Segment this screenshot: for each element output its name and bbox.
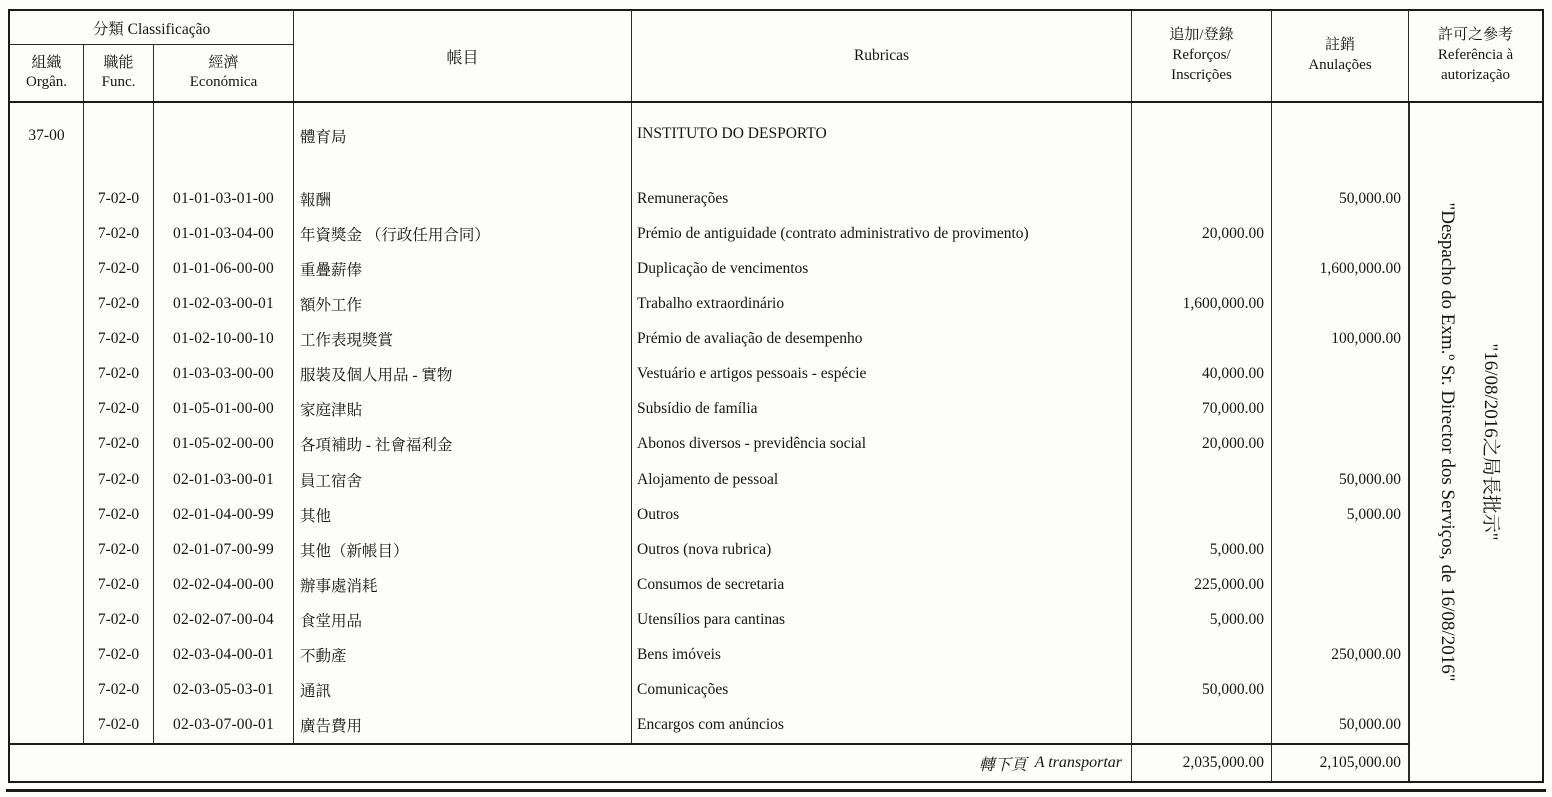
- table-row: [10, 497, 1409, 532]
- table-row: [10, 673, 1409, 708]
- account-name-cell: 服裝及個人用品 - 實物: [294, 357, 632, 392]
- rubric-name-cell: Subsídio de família: [632, 392, 1132, 427]
- organic-label-pt: Orgân.: [26, 74, 67, 90]
- column-header-reinforcements: [1132, 11, 1272, 101]
- reforcos-amount-cell: [1132, 638, 1272, 673]
- table-body: [10, 103, 1542, 781]
- carry-forward-label-zh: 轉下頁: [978, 756, 1027, 774]
- econ-code-cell: 02-02-04-00-00: [154, 567, 294, 602]
- econ-code-cell: 02-03-07-00-01: [154, 708, 294, 743]
- column-header-economic: [154, 45, 293, 101]
- anulacoes-amount-cell: [1272, 673, 1409, 708]
- authorization-reference-cell: [1409, 103, 1542, 781]
- anulacoes-amount-cell: [1272, 532, 1409, 567]
- func-code-cell: 7-02-0: [84, 567, 154, 602]
- economic-label-zh: 經濟: [208, 54, 239, 71]
- anulacoes-amount-cell: 100,000.00: [1272, 322, 1409, 357]
- account-name-cell: 不動產: [294, 638, 632, 673]
- reinforcements-label-pt2: Inscrições: [1171, 66, 1232, 83]
- anulacoes-amount-cell: 250,000.00: [1272, 638, 1409, 673]
- func-code-cell: 7-02-0: [84, 427, 154, 462]
- org-code-cell: 37-00: [10, 103, 84, 181]
- rubric-name-cell: Outros: [632, 497, 1132, 532]
- reinforcements-label-pt1: Reforços/: [1172, 47, 1231, 64]
- table-row: [10, 427, 1409, 462]
- account-name-cell: 報酬: [294, 181, 632, 216]
- reforcos-amount-cell: [1132, 181, 1272, 216]
- anulacoes-amount-cell: [1272, 216, 1409, 251]
- account-name-cell: 員工宿舍: [294, 462, 632, 497]
- econ-code-cell: 02-03-04-00-01: [154, 638, 294, 673]
- func-code-cell: 7-02-0: [84, 462, 154, 497]
- econ-code-cell: 02-01-04-00-99: [154, 497, 294, 532]
- authorization-text-zh: "16/08/2016之局長批示": [1480, 343, 1501, 541]
- reforcos-amount-cell: 5,000.00: [1132, 603, 1272, 638]
- account-name-cell: 辦事處消耗: [294, 567, 632, 602]
- institute-row: [10, 103, 1409, 181]
- account-name-cell: 其他（新帳目）: [294, 532, 632, 567]
- anulacoes-amount-cell: [1272, 286, 1409, 321]
- table-row: [10, 286, 1409, 321]
- table-row: [10, 567, 1409, 602]
- reforcos-total-cell: 2,035,000.00: [1132, 745, 1272, 781]
- anulacoes-amount-cell: 5,000.00: [1272, 497, 1409, 532]
- column-header-authorization-reference: [1409, 11, 1542, 101]
- account-name-cell: 通訊: [294, 673, 632, 708]
- reforcos-amount-cell: [1132, 251, 1272, 286]
- econ-code-cell: 02-01-07-00-99: [154, 532, 294, 567]
- func-code-cell: 7-02-0: [84, 673, 154, 708]
- organic-label-zh: 組織: [31, 54, 62, 71]
- classification-header-group: [10, 11, 294, 101]
- org-code-cell: [10, 532, 84, 567]
- func-code-cell: 7-02-0: [84, 251, 154, 286]
- org-code-cell: [10, 638, 84, 673]
- econ-code-cell: 01-05-02-00-00: [154, 427, 294, 462]
- table-row: [10, 357, 1409, 392]
- func-code-cell: 7-02-0: [84, 216, 154, 251]
- econ-code-cell: 01-02-10-00-10: [154, 322, 294, 357]
- anulacoes-amount-cell: [1272, 603, 1409, 638]
- account-name-cell: 重疊薪俸: [294, 251, 632, 286]
- anulacoes-amount-cell: 50,000.00: [1272, 708, 1409, 743]
- table-row: [10, 216, 1409, 251]
- org-code-cell: [10, 427, 84, 462]
- table-row: [10, 603, 1409, 638]
- institute-name-zh: 體育局: [294, 103, 632, 181]
- functional-label-zh: 職能: [103, 54, 134, 71]
- reforcos-cell: [1132, 103, 1272, 181]
- func-code-cell: [84, 103, 154, 181]
- column-header-cancellations: [1272, 11, 1409, 101]
- rubric-name-cell: Alojamento de pessoal: [632, 462, 1132, 497]
- account-name-cell: 其他: [294, 497, 632, 532]
- reforcos-amount-cell: 5,000.00: [1132, 532, 1272, 567]
- reference-label-zh: 許可之參考: [1437, 27, 1513, 44]
- rubric-name-cell: Prémio de avaliação de desempenho: [632, 322, 1132, 357]
- func-code-cell: 7-02-0: [84, 708, 154, 743]
- table-body-columns: [10, 103, 1409, 781]
- rubric-name-cell: Encargos com anúncios: [632, 708, 1132, 743]
- table-row: [10, 708, 1409, 743]
- reforcos-amount-cell: 40,000.00: [1132, 357, 1272, 392]
- carry-forward-label: [10, 745, 1132, 781]
- org-code-cell: [10, 708, 84, 743]
- anulacoes-amount-cell: 50,000.00: [1272, 462, 1409, 497]
- org-code-cell: [10, 462, 84, 497]
- econ-code-cell: 02-03-05-03-01: [154, 673, 294, 708]
- econ-code-cell: 01-02-03-00-01: [154, 286, 294, 321]
- func-code-cell: 7-02-0: [84, 638, 154, 673]
- reference-label-pt1: Referência à: [1437, 47, 1514, 64]
- cancellations-label-pt: Anulações: [1308, 57, 1372, 73]
- column-header-accounts: 帳目: [294, 11, 632, 101]
- reforcos-amount-cell: 70,000.00: [1132, 392, 1272, 427]
- account-name-cell: 工作表現獎賞: [294, 322, 632, 357]
- reinforcements-label-zh: 追加/登錄: [1169, 27, 1234, 44]
- rubric-name-cell: Prémio de antiguidade (contrato administrativo de provimento): [632, 216, 1132, 251]
- table-row: [10, 532, 1409, 567]
- func-code-cell: 7-02-0: [84, 322, 154, 357]
- account-name-cell: 年資獎金 （行政任用合同）: [294, 216, 632, 251]
- func-code-cell: 7-02-0: [84, 603, 154, 638]
- table-row: [10, 392, 1409, 427]
- column-header-functional: [84, 45, 154, 101]
- org-code-cell: [10, 181, 84, 216]
- reforcos-amount-cell: [1132, 462, 1272, 497]
- econ-code-cell: 01-05-01-00-00: [154, 392, 294, 427]
- func-code-cell: 7-02-0: [84, 392, 154, 427]
- bottom-double-rule: [6, 789, 1546, 792]
- econ-code-cell: [154, 103, 294, 181]
- account-name-cell: 額外工作: [294, 286, 632, 321]
- anulacoes-amount-cell: [1272, 567, 1409, 602]
- reforcos-amount-cell: 20,000.00: [1132, 427, 1272, 462]
- economic-label-pt: Económica: [189, 74, 258, 90]
- account-name-cell: 各項補助 - 社會福利金: [294, 427, 632, 462]
- rubric-name-cell: Trabalho extraordinário: [632, 286, 1132, 321]
- budget-amendment-table: [8, 9, 1544, 783]
- econ-code-cell: 01-03-03-00-00: [154, 357, 294, 392]
- rubric-name-cell: Outros (nova rubrica): [632, 532, 1132, 567]
- classification-subheaders: [10, 45, 293, 101]
- account-name-cell: 食堂用品: [294, 603, 632, 638]
- econ-code-cell: 02-01-03-00-01: [154, 462, 294, 497]
- func-code-cell: 7-02-0: [84, 357, 154, 392]
- func-code-cell: 7-02-0: [84, 286, 154, 321]
- rubric-name-cell: Utensílios para cantinas: [632, 603, 1132, 638]
- anulacoes-cell: [1272, 103, 1409, 181]
- rubric-name-cell: Bens imóveis: [632, 638, 1132, 673]
- anulacoes-amount-cell: [1272, 392, 1409, 427]
- table-row: [10, 638, 1409, 673]
- econ-code-cell: 01-01-06-00-00: [154, 251, 294, 286]
- anulacoes-amount-cell: 50,000.00: [1272, 181, 1409, 216]
- account-name-cell: 廣告費用: [294, 708, 632, 743]
- table-header: [10, 11, 1542, 103]
- column-header-rubricas: Rubricas: [632, 11, 1132, 101]
- table-row: [10, 181, 1409, 216]
- institute-name-pt: INSTITUTO DO DESPORTO: [632, 103, 1132, 181]
- org-code-cell: [10, 673, 84, 708]
- org-code-cell: [10, 567, 84, 602]
- rubric-name-cell: Duplicação de vencimentos: [632, 251, 1132, 286]
- rubric-name-cell: Comunicações: [632, 673, 1132, 708]
- org-code-cell: [10, 603, 84, 638]
- table-row: [10, 322, 1409, 357]
- reforcos-amount-cell: 20,000.00: [1132, 216, 1272, 251]
- table-row: [10, 462, 1409, 497]
- econ-code-cell: 01-01-03-04-00: [154, 216, 294, 251]
- body-rows: [10, 181, 1409, 743]
- reforcos-amount-cell: 1,600,000.00: [1132, 286, 1272, 321]
- rubric-name-cell: Consumos de secretaria: [632, 567, 1132, 602]
- reforcos-amount-cell: [1132, 322, 1272, 357]
- org-code-cell: [10, 322, 84, 357]
- reforcos-amount-cell: [1132, 497, 1272, 532]
- org-code-cell: [10, 216, 84, 251]
- econ-code-cell: 02-02-07-00-04: [154, 603, 294, 638]
- org-code-cell: [10, 497, 84, 532]
- anulacoes-amount-cell: 1,600,000.00: [1272, 251, 1409, 286]
- classification-header: 分類 Classificação: [10, 11, 293, 45]
- org-code-cell: [10, 251, 84, 286]
- org-code-cell: [10, 357, 84, 392]
- func-code-cell: 7-02-0: [84, 497, 154, 532]
- authorization-text-pt: "Despacho do Exm.º Sr. Director dos Serviços, de 16/08/2016": [1437, 202, 1458, 682]
- account-name-cell: 家庭津貼: [294, 392, 632, 427]
- anulacoes-total-cell: 2,105,000.00: [1272, 745, 1409, 781]
- functional-label-pt: Func.: [101, 74, 136, 90]
- table-row: [10, 251, 1409, 286]
- reforcos-amount-cell: [1132, 708, 1272, 743]
- anulacoes-amount-cell: [1272, 357, 1409, 392]
- func-code-cell: 7-02-0: [84, 181, 154, 216]
- reference-label-pt2: autorização: [1440, 66, 1511, 83]
- carry-forward-row: [10, 743, 1409, 781]
- rubric-name-cell: Remunerações: [632, 181, 1132, 216]
- reforcos-amount-cell: 50,000.00: [1132, 673, 1272, 708]
- carry-forward-label-pt: A transportar: [1034, 754, 1122, 771]
- func-code-cell: 7-02-0: [84, 532, 154, 567]
- cancellations-label-zh: 註銷: [1324, 37, 1355, 54]
- rubric-name-cell: Vestuário e artigos pessoais - espécie: [632, 357, 1132, 392]
- org-code-cell: [10, 392, 84, 427]
- org-code-cell: [10, 286, 84, 321]
- anulacoes-amount-cell: [1272, 427, 1409, 462]
- reforcos-amount-cell: 225,000.00: [1132, 567, 1272, 602]
- econ-code-cell: 01-01-03-01-00: [154, 181, 294, 216]
- rubric-name-cell: Abonos diversos - previdência social: [632, 427, 1132, 462]
- column-header-organic: [10, 45, 84, 101]
